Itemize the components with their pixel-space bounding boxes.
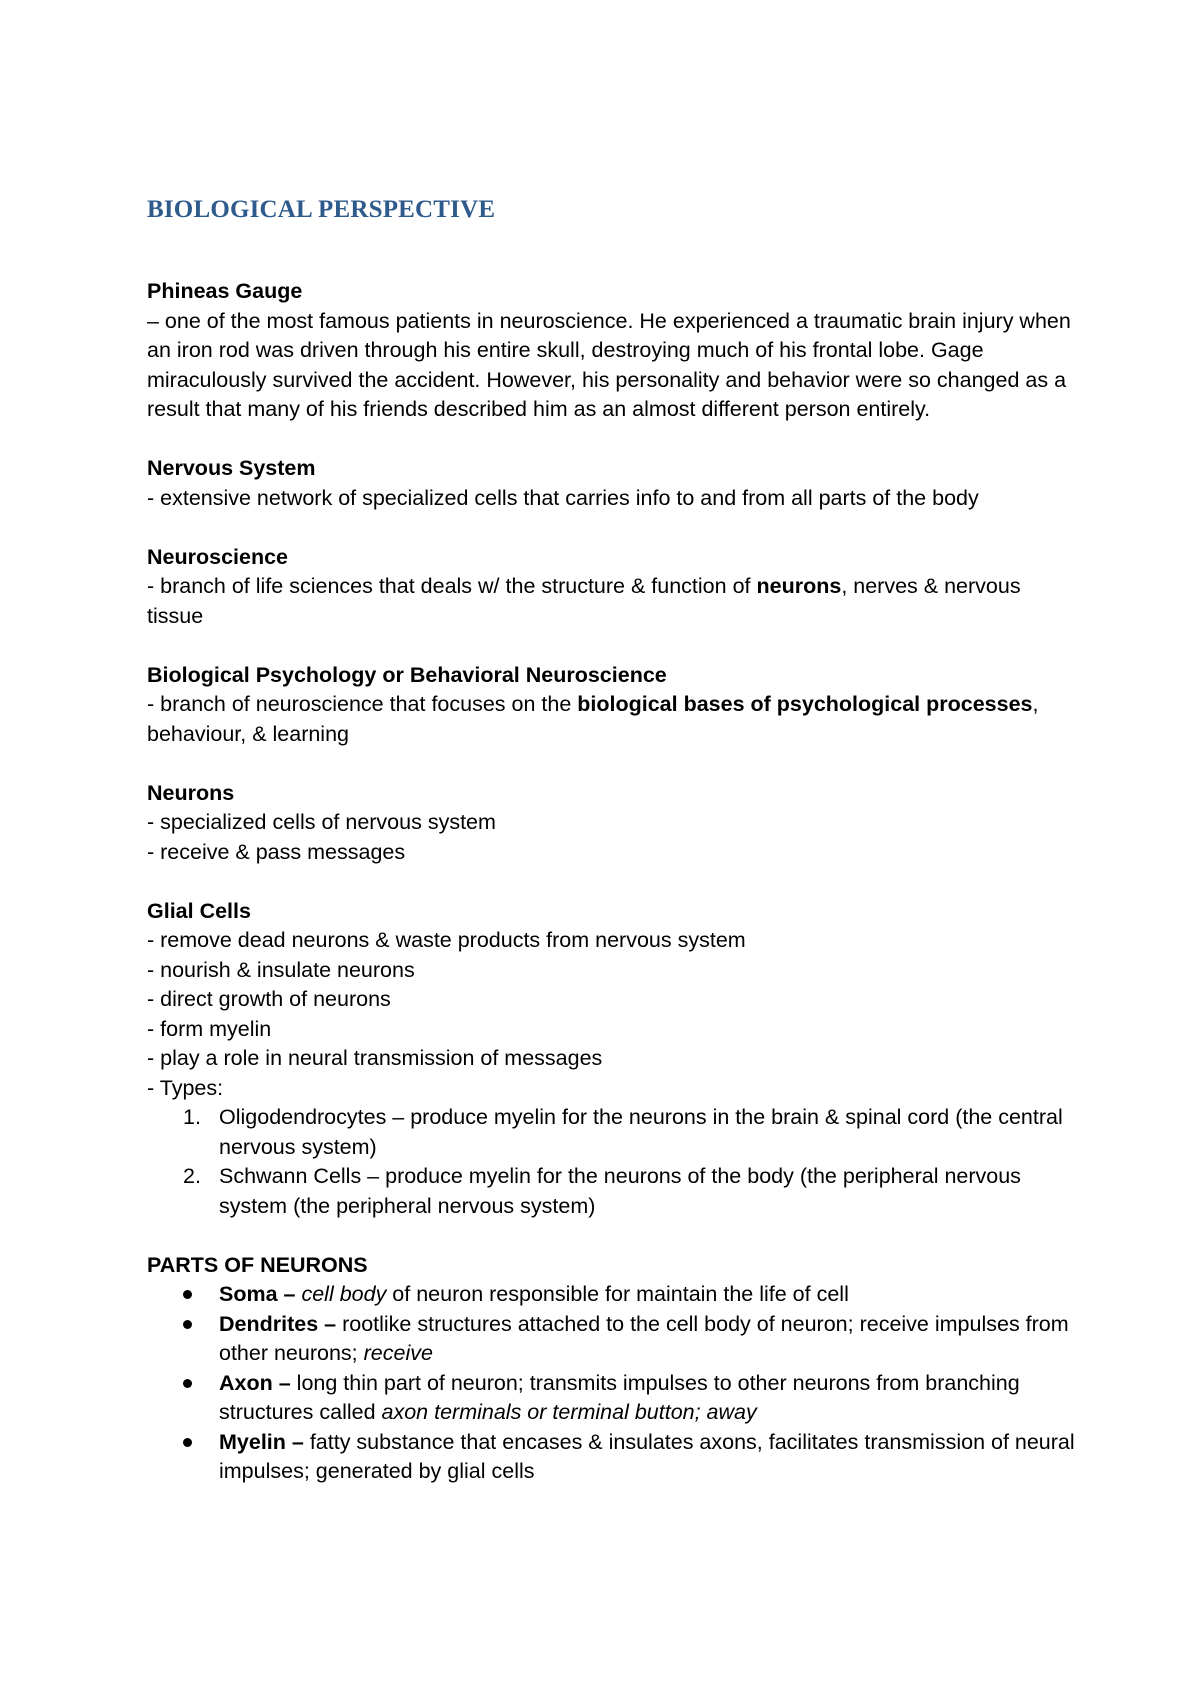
section-body: - extensive network of specialized cells that carries info to and from all parts of the body: [147, 485, 979, 510]
section-heading: Glial Cells: [147, 898, 251, 923]
section-heading: Neuroscience: [147, 544, 289, 569]
bullet-item: [219, 1280, 1082, 1310]
section-heading: Nervous System: [147, 456, 316, 480]
section-neurons: [147, 779, 1082, 868]
item-text: fatty substance that encases & insulates axons, facilitates transmission of neural impulses; generated by glial cells: [219, 1429, 1075, 1483]
item-term: Dendrites –: [219, 1311, 337, 1336]
item-term: Myelin –: [219, 1429, 304, 1454]
list-item: - receive & pass messages: [147, 839, 406, 864]
bullet-icon: [183, 1438, 192, 1447]
section-neuroscience: [147, 543, 1082, 632]
page-title: BIOLOGICAL PERSPECTIVE: [147, 196, 496, 223]
item-term: Axon –: [219, 1370, 291, 1395]
item-text: Oligodendrocytes – produce myelin for the neurons in the brain & spinal cord (the central nervous system): [219, 1105, 1063, 1159]
item-text: rootlike structures attached to the cell body of neuron; receive impulses from other neurons;: [219, 1311, 1069, 1365]
item-term: Soma –: [219, 1282, 296, 1306]
item-text: of neuron responsible for maintain the life of cell: [386, 1282, 849, 1306]
section-nervous-system: [147, 454, 1082, 513]
list-item: - direct growth of neurons: [147, 987, 391, 1011]
section-body: [147, 690, 1082, 749]
numbered-item: [183, 1162, 1082, 1221]
body-emphasis: neurons: [756, 574, 842, 598]
section-body: [147, 572, 1082, 631]
section-biological-psychology: [147, 661, 1082, 750]
parts-list: [147, 1280, 1082, 1487]
list-item: - remove dead neurons & waste products from nervous system: [147, 928, 746, 952]
body-emphasis: biological bases of psychological processes: [577, 692, 1033, 716]
section-glial-cells: [147, 897, 1082, 1222]
body-text: , behaviour, & learning: [147, 692, 1039, 746]
body-text: , nerves & nervous tissue: [147, 574, 1021, 628]
item-italic: receive: [363, 1341, 433, 1365]
item-text: Schwann Cells – produce myelin for the neurons of the body (the peripheral nervous system (the peripheral nervous system): [219, 1164, 1021, 1218]
item-text: long thin part of neuron; transmits impulses to other neurons from branching structures called: [219, 1370, 1020, 1424]
bullet-item: [219, 1310, 1082, 1369]
body-text: - branch of neuroscience that focuses on the: [147, 692, 578, 716]
section-heading: Phineas Gauge: [147, 279, 303, 303]
section-heading: PARTS OF NEURONS: [147, 1252, 368, 1277]
item-number: 2.: [183, 1164, 201, 1188]
bullet-item: [219, 1369, 1082, 1428]
item-number: 1.: [183, 1105, 201, 1129]
section-parts-of-neurons: [147, 1251, 1082, 1487]
bullet-icon: [183, 1290, 192, 1299]
section-heading: Biological Psychology or Behavioral Neuroscience: [147, 662, 667, 687]
bullet-item: [219, 1428, 1082, 1487]
list-item: - form myelin: [147, 1016, 272, 1041]
bullet-icon: [183, 1320, 192, 1329]
item-italic: cell body: [301, 1282, 387, 1306]
section-phineas-gauge: [147, 277, 1082, 425]
numbered-item: [183, 1103, 1082, 1162]
list-item: - nourish & insulate neurons: [147, 957, 415, 982]
list-item: - specialized cells of nervous system: [147, 810, 496, 834]
body-text: - branch of life sciences that deals w/ the structure & function of: [147, 574, 757, 598]
section-body: – one of the most famous patients in neuroscience. He experienced a traumatic brain injury when an iron rod was driven through his entire skull, destroying much of his frontal lobe. Gage miraculously survived the accident. However, his personality and behavior were so changed as a result that many of his friends described him as an almost different person entirely.: [147, 308, 1071, 421]
item-italic: axon terminals or terminal button; away: [381, 1400, 757, 1424]
list-item: - play a role in neural transmission of messages: [147, 1046, 603, 1070]
document-content: [147, 195, 1082, 1516]
glial-types-list: [147, 1103, 1082, 1221]
bullet-icon: [183, 1379, 192, 1388]
section-heading: Neurons: [147, 780, 235, 805]
list-item: - Types:: [147, 1075, 224, 1100]
